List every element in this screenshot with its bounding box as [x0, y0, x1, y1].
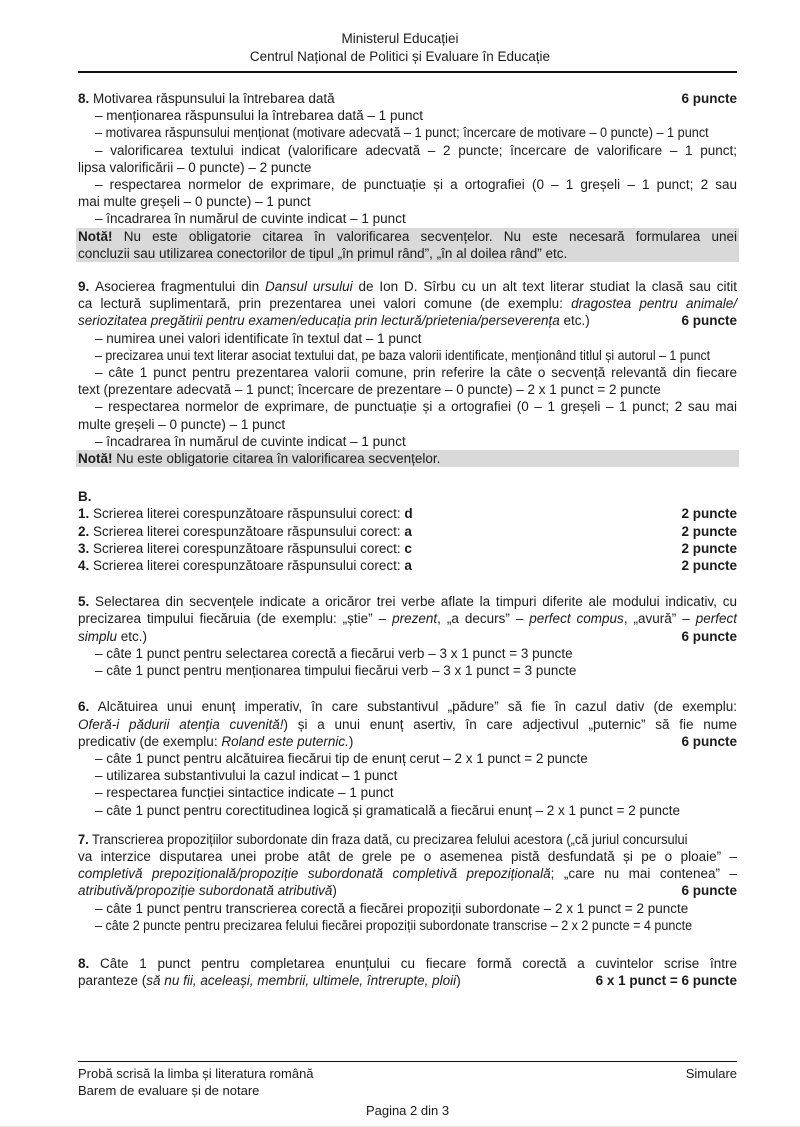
points-value: 6 puncte [675, 90, 737, 107]
text-segment: – câte 2 puncte pentru precizarea felului fiecărei propoziții subordonate transcrise – 2 x 2 puncte = 4 puncte [95, 917, 693, 933]
text-segment: d [404, 506, 413, 522]
text-line [78, 593, 737, 610]
text-segment: – câte 1 punct pentru alcătuirea fiecărui tip de enunț cerut – 2 x 1 punct = 2 puncte [95, 750, 588, 766]
text-segment: , „avură” – [623, 611, 696, 627]
text-segment: c [404, 540, 412, 556]
text-segment: Notă! [78, 451, 113, 467]
text-line [78, 347, 737, 364]
text-line [78, 523, 737, 540]
text-segment: etc.) [117, 628, 148, 644]
text-line [78, 295, 737, 312]
text-segment: predicativ (de exemplu: [78, 733, 222, 749]
text-segment: va interzice disputarea unei probe atât de grele pe o asemenea pistă desfundată și pe o ploaie” – [78, 848, 737, 864]
text-segment: – precizarea unui text literar asociat textului dat, pe baza valorii identificate, menționând titlul și autorul – 1 punct [95, 347, 711, 363]
text-segment: Scrierea literei corespunzătoare răspunsului corect: [89, 540, 405, 556]
points-value: 2 puncte [675, 540, 737, 557]
text-line [78, 955, 737, 972]
text-line [78, 972, 737, 989]
text-line [78, 193, 737, 210]
document-header [0, 0, 800, 65]
text-line [76, 245, 739, 262]
footer-rule [78, 1061, 737, 1062]
text-segment: Roland este puternic. [221, 733, 349, 749]
section-9-asocierea [78, 278, 737, 450]
text-line [78, 364, 737, 381]
text-segment: 9. [78, 279, 96, 295]
text-segment: precizarea timpului fiecăruia (de exemplu: „știe” – [78, 611, 393, 627]
text-line [78, 416, 737, 433]
footer-exam-name: Probă scrisă la limba și literatura română [78, 1066, 314, 1081]
footer-document-type: Barem de evaluare și de notare [78, 1082, 260, 1098]
text-segment: Scrierea literei corespunzătoare răspunsului corect: [89, 558, 405, 574]
text-line [78, 557, 737, 574]
text-line [78, 488, 737, 505]
text-line [78, 278, 737, 295]
text-segment: 6. [78, 699, 90, 715]
text-segment: de Ion D. Sîrbu cu un alt text literar studiat la clasă sau citit [352, 279, 737, 295]
text-line [78, 865, 737, 882]
text-segment: ca lectură suplimentară, prin prezentarea unei valori comune (de exemplu: [78, 296, 572, 312]
text-line [78, 159, 737, 176]
text-line [78, 784, 737, 801]
text-line [78, 176, 737, 193]
text-segment: ; „care nu mai contenea” – [550, 866, 737, 882]
text-segment: – utilizarea substantivului la cazul indicat – 1 punct [95, 768, 398, 784]
text-segment: 3. [78, 540, 90, 556]
text-line [78, 433, 737, 450]
header-ministry: Ministerul Educației [341, 31, 459, 46]
text-line [78, 882, 737, 899]
text-segment: ) [348, 733, 354, 749]
text-segment: ) și a unui enunț asertiv, în care adjectivul „puternic” să fie nume [283, 716, 737, 732]
text-line [78, 330, 737, 347]
text-segment: etc.) [559, 313, 590, 329]
text-segment: , „a decurs” – [437, 611, 530, 627]
text-line [78, 733, 737, 750]
page-indicator: Pagina 2 din 3 [365, 1103, 450, 1118]
text-segment: – câte 1 punct pentru menționarea timpului fiecărui verb – 3 x 1 punct = 3 puncte [95, 663, 577, 679]
text-segment: perfect [695, 611, 738, 627]
text-segment: seriozitatea pregătirii pentru examen/educația prin lectură/prietenia/perseverența [78, 313, 560, 329]
text-segment: 1. [78, 506, 90, 522]
text-segment: – motivarea răspunsului menționat (motivare adecvată – 1 punct; încercare de motivare – 0 puncte) – 1 punct [95, 125, 709, 141]
nota-section-9 [78, 450, 737, 467]
text-line [76, 228, 739, 245]
text-segment: – câte 1 punct pentru selectarea corectă a fiecărui verb – 3 x 1 punct = 3 puncte [95, 645, 573, 661]
points-value: 2 puncte [675, 523, 737, 540]
text-segment: completivă prepozițională/propoziție subordonată completivă prepozițională [78, 866, 551, 882]
text-segment: atributivă/propoziție subordonată atributivă [78, 883, 333, 899]
text-segment: Notă! [78, 228, 113, 244]
points-value: 6 puncte [675, 628, 737, 645]
text-segment: – câte 1 punct pentru corectitudinea logică și gramaticală a fiecărui enunț – 2 x 1 punct = 2 puncte [95, 802, 680, 818]
text-line [78, 767, 737, 784]
text-segment: – respectarea normelor de exprimare, de punctuație și a ortografiei (0 – 1 greșeli – 1 punct; 2 sau [95, 177, 737, 193]
text-segment: – numirea unei valori identificate în textul dat – 1 punct [95, 330, 422, 346]
text-line [78, 107, 737, 124]
text-segment: multe greșeli – 0 puncte) – 1 punct [78, 416, 286, 432]
section-7-transcrierea-subordonate [78, 831, 737, 934]
nota-section-8 [78, 228, 737, 262]
text-segment: 4. [78, 558, 90, 574]
text-line [78, 900, 737, 917]
text-segment: Nu este obligatorie citarea în valorificarea secvențelor. [112, 451, 441, 467]
text-segment: să nu fii, aceleași, membrii, ultimele, întrerupte, ploii [146, 973, 457, 989]
points-value: 6 puncte [675, 882, 737, 899]
section-8-completarea [78, 955, 737, 989]
text-line [78, 505, 737, 522]
text-segment: prezent [392, 611, 438, 627]
header-center-name: Centrul Național de Politici și Evaluare în Educație [249, 48, 551, 64]
text-segment: Transcrierea propozițiilor subordonate din fraza dată, cu precizarea felului acestora („că juriul concursului [88, 831, 688, 847]
text-segment: – câte 1 punct pentru prezentarea valorii comune, prin referire la câte o secvență relevantă din fiecare [95, 365, 737, 381]
footer-session-type: Simulare [685, 1066, 737, 1081]
text-line [78, 917, 737, 934]
text-segment: – respectarea funcției sintactice indicate – 1 punct [95, 785, 394, 801]
text-segment: Scrierea literei corespunzătoare răspunsului corect: [89, 506, 405, 522]
text-segment: B. [78, 489, 92, 505]
text-line [78, 610, 737, 627]
text-segment: mai multe greșeli – 0 puncte) – 1 punct [78, 194, 311, 210]
text-segment: perfect compus [529, 611, 624, 627]
text-segment: Selectarea din secvențele indicate a oricăror trei verbe aflate la timpuri diferite ale modului indicativ, cu [89, 594, 737, 610]
text-segment: Dansul ursului [265, 279, 353, 295]
text-line [78, 90, 737, 107]
points-value: 2 puncte [675, 505, 737, 522]
text-segment: dragostea pentru animale/ [571, 296, 737, 312]
points-value: 2 puncte [675, 557, 737, 574]
text-segment: 5. [78, 594, 90, 610]
text-segment: simplu [78, 628, 118, 644]
text-segment: Nu este obligatorie citarea în valorificarea secvențelor. Nu este necesară formularea unei [112, 228, 737, 244]
points-value: 6 puncte [675, 733, 737, 750]
section-5-selectarea-verbe [78, 593, 737, 679]
text-line [78, 645, 737, 662]
text-segment: – valorificarea textului indicat (valorificare adecvată – 2 puncte; încercare de valorificare – 1 punct; [95, 142, 737, 158]
text-segment: Câte 1 punct pentru completarea enunțului cu fiecare formă corectă a cuvintelor scrise între [89, 955, 737, 971]
text-line [78, 124, 737, 141]
text-segment: paranteze ( [78, 973, 147, 989]
text-line [78, 848, 737, 865]
document-footer [78, 1061, 737, 1118]
text-segment: a [404, 558, 412, 574]
text-segment: – menționarea răspunsului la întrebarea dată – 1 punct [95, 108, 423, 124]
text-segment: Motivarea răspunsului la întrebarea dată [93, 91, 335, 106]
section-6-alcatuirea-enunturi [78, 698, 737, 818]
text-segment: Scrierea literei corespunzătoare răspunsului corect: [89, 523, 405, 539]
text-segment: ) [456, 973, 461, 989]
text-segment: – încadrarea în numărul de cuvinte indicat – 1 punct [95, 211, 406, 227]
text-segment: 8. [78, 955, 90, 971]
text-segment: 8. [78, 91, 94, 106]
text-line [78, 398, 737, 415]
text-segment: Alcătuirea unui enunț imperativ, în care substantivul „pădure” să fie în cazul dativ (de exemplu: [89, 699, 737, 715]
points-value: 6 x 1 punct = 6 puncte [590, 972, 737, 989]
text-segment: a [404, 523, 412, 539]
text-segment: Oferă-i pădurii atenția cuvenită! [78, 716, 284, 732]
text-line [78, 831, 737, 848]
text-segment: concluzii sau utilizarea conectorilor de tipul „în primul rând”, „în al doilea rând” etc. [78, 245, 568, 261]
text-line [78, 381, 737, 398]
text-segment: Asocierea fragmentului din [95, 279, 266, 295]
text-line [78, 312, 737, 329]
section-b-heading-and-items [78, 488, 737, 574]
text-line [78, 716, 737, 733]
text-line [78, 210, 737, 227]
text-segment: – respectarea normelor de exprimare, de punctuație și a ortografiei (0 – 1 greșeli – 1 punct; 2 sau mai [95, 399, 737, 415]
text-segment: lipsa valorificării – 0 puncte) – 2 puncte [78, 159, 312, 175]
text-segment: – încadrarea în numărul de cuvinte indicat – 1 punct [95, 433, 406, 449]
text-line [78, 628, 737, 645]
text-segment: ) [332, 883, 337, 899]
text-segment: 7. [78, 831, 89, 847]
text-segment: 2. [78, 523, 90, 539]
text-line [78, 750, 737, 767]
text-line [78, 142, 737, 159]
text-line [78, 802, 737, 819]
header-rule [78, 71, 737, 73]
text-segment: – câte 1 punct pentru transcrierea corectă a fiecărei propoziții subordonate – 2 x 1 punct = 2 puncte [95, 900, 689, 916]
rubric-content [78, 90, 737, 989]
points-value: 6 puncte [675, 312, 737, 329]
text-line [78, 662, 737, 679]
section-8-motivarea [78, 90, 737, 228]
text-line [78, 540, 737, 557]
text-segment: text (prezentare adecvată – 1 punct; încercare de prezentare – 0 puncte) – 2 x 1 punct = 2 puncte [78, 382, 661, 398]
text-line [76, 450, 739, 467]
text-line [78, 698, 737, 715]
